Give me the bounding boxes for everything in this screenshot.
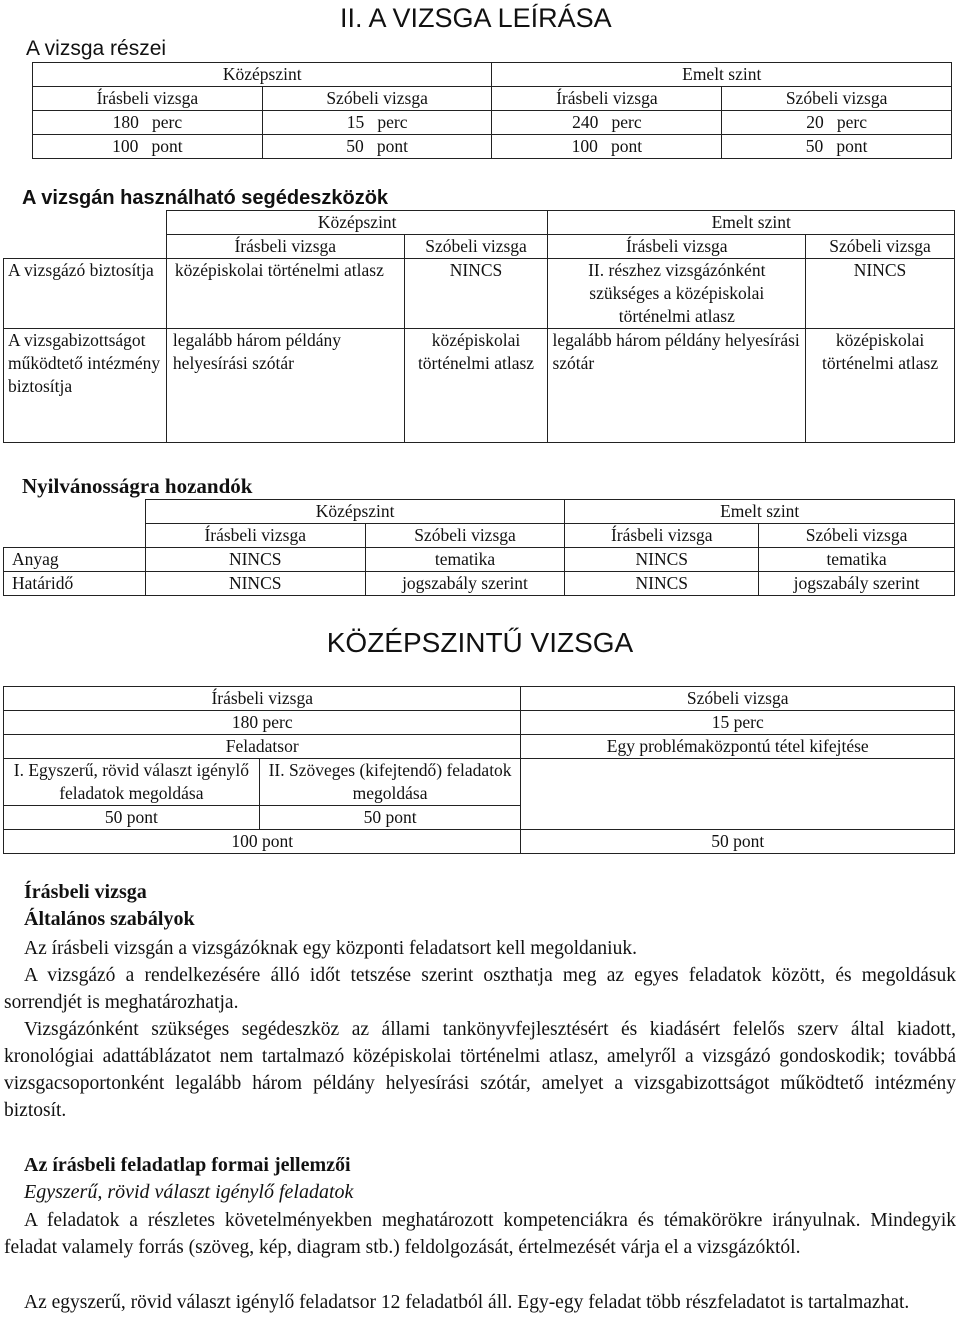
tool-cell: középiskolai történelmi atlasz (404, 329, 548, 443)
table-cell: jogszabály szerint (759, 572, 955, 596)
column-header: Írásbeli vizsga (548, 235, 806, 259)
table-cell: jogszabály szerint (365, 572, 565, 596)
points-cell: 50 pont (722, 135, 952, 159)
column-header: Írásbeli vizsga (565, 524, 759, 548)
part1-cell: I. Egyszerű, rövid választ igénylő feladatok megoldása (4, 759, 260, 806)
table-row (33, 111, 952, 135)
table-row (33, 87, 952, 111)
tool-cell: legalább három példány helyesírási szótár (548, 329, 806, 443)
column-header: Szóbeli vizsga (759, 524, 955, 548)
table-row (4, 500, 955, 524)
table-row (4, 259, 955, 329)
time-cell: 180 perc (33, 111, 263, 135)
column-header: Szóbeli vizsga (806, 235, 955, 259)
tools-table (3, 210, 955, 443)
mid-level-table (3, 686, 955, 854)
tools-heading: A vizsgán használható segédeszközök (22, 187, 389, 209)
table-row (4, 711, 955, 735)
points-cell: 100 pont (33, 135, 263, 159)
time-cell: 240 perc (492, 111, 722, 135)
tool-cell: NINCS (404, 259, 548, 329)
tool-cell: NINCS (806, 259, 955, 329)
table-cell: tematika (365, 548, 565, 572)
section-title: KÖZÉPSZINTŰ VIZSGA (326, 627, 634, 658)
table-row (33, 63, 952, 87)
exam-parts-table (32, 62, 952, 159)
row-label: A vizsgázó biztosítja (4, 259, 167, 329)
paragraph: Az egyszerű, rövid választ igénylő feladatsor 12 feladatból áll. Egy-egy feladat több részfeladatot is tartalmazhat. (24, 1292, 910, 1313)
table-row (4, 735, 955, 759)
row-label: Anyag (4, 548, 146, 572)
oral-header: Szóbeli vizsga (521, 687, 955, 711)
table-row (4, 524, 955, 548)
table-cell: NINCS (565, 548, 759, 572)
paragraph: A feladatok a részletes követelményekben meghatározott kompetenciákra és témakörökre irányulnak. Mindegyik feladat valamely forrás (szöveg, kép, diagram stb.) feldolgozását, értelmezését várja el a vizsgázóktól. (4, 1210, 956, 1258)
tool-cell: középiskolai történelmi atlasz (166, 259, 404, 329)
oral-total: 50 pont (521, 830, 955, 854)
table-cell: NINCS (145, 548, 365, 572)
page-title: II. A VIZSGA LEÍRÁSA (340, 3, 612, 33)
column-header: Szóbeli vizsga (404, 235, 548, 259)
form-heading: Az írásbeli feladatlap formai jellemzői (24, 1154, 351, 1176)
points-cell: 100 pont (492, 135, 722, 159)
paragraph: A vizsgázó a rendelkezésére álló időt tetszése szerint oszthatja meg az egyes feladatok között, és megoldásuk sorrendjét is meghatározhatja. (4, 965, 956, 1013)
level-header: Középszint (145, 500, 565, 524)
level-header: Középszint (166, 211, 548, 235)
level-header: Emelt szint (565, 500, 955, 524)
column-header: Szóbeli vizsga (365, 524, 565, 548)
time-cell: 20 perc (722, 111, 952, 135)
row-label: A vizsgabizottságot működtető intézmény biztosítja (4, 329, 167, 443)
level-header: Emelt szint (548, 211, 955, 235)
written-header: Írásbeli vizsga (4, 687, 521, 711)
part1-points: 50 pont (4, 806, 260, 830)
column-header: Szóbeli vizsga (262, 87, 492, 111)
row-label: Határidő (4, 572, 146, 596)
part2-cell: II. Szöveges (kifejtendő) feladatok megoldása (259, 759, 521, 806)
paragraph: Vizsgázónként szükséges segédeszköz az állami tankönyvfejlesztésért és kiadásért felelős szerv által kiadott, kronológiai adattáblázatot nem tartalmazó középiskolai történelmi atlasz, amelyről a vizsgázó gondoskodik; továbbá vizsgacsoportonként legalább három példány helyesírási szótár, amelyet a vizsgabizottságot működtető intézmény biztosít. (4, 1019, 956, 1121)
column-header: Írásbeli vizsga (166, 235, 404, 259)
tool-cell: középiskolai történelmi atlasz (806, 329, 955, 443)
table-row (33, 135, 952, 159)
public-table (3, 499, 955, 596)
column-header: Írásbeli vizsga (33, 87, 263, 111)
level-header: Emelt szint (492, 63, 952, 87)
column-header: Írásbeli vizsga (492, 87, 722, 111)
subheading: Egyszerű, rövid választ igénylő feladatok (24, 1181, 354, 1203)
public-heading: Nyilvánosságra hozandók (22, 474, 253, 498)
written-type: Feladatsor (4, 735, 521, 759)
table-row (4, 687, 955, 711)
column-header: Szóbeli vizsga (722, 87, 952, 111)
general-rules-heading: Általános szabályok (24, 908, 195, 930)
table-row (4, 548, 955, 572)
level-header: Középszint (33, 63, 492, 87)
points-cell: 50 pont (262, 135, 492, 159)
column-header: Írásbeli vizsga (145, 524, 365, 548)
time-cell: 15 perc (262, 111, 492, 135)
table-row (4, 211, 955, 235)
written-total: 100 pont (4, 830, 521, 854)
written-time: 180 perc (4, 711, 521, 735)
oral-type: Egy problémaközpontú tétel kifejtése (521, 735, 955, 759)
written-heading: Írásbeli vizsga (24, 881, 147, 903)
table-row (4, 572, 955, 596)
oral-time: 15 perc (521, 711, 955, 735)
part2-points: 50 pont (259, 806, 521, 830)
tool-cell: legalább három példány helyesírási szótár (166, 329, 404, 443)
tool-cell: II. részhez vizsgázónként szükséges a középiskolai történelmi atlasz (548, 259, 806, 329)
table-cell: tematika (759, 548, 955, 572)
table-row (4, 329, 955, 443)
table-row (4, 830, 955, 854)
table-cell: NINCS (565, 572, 759, 596)
table-row (4, 759, 955, 806)
parts-heading: A vizsga részei (26, 37, 167, 60)
table-cell: NINCS (145, 572, 365, 596)
paragraph: Az írásbeli vizsgán a vizsgázóknak egy központi feladatsort kell megoldaniuk. (24, 938, 637, 959)
